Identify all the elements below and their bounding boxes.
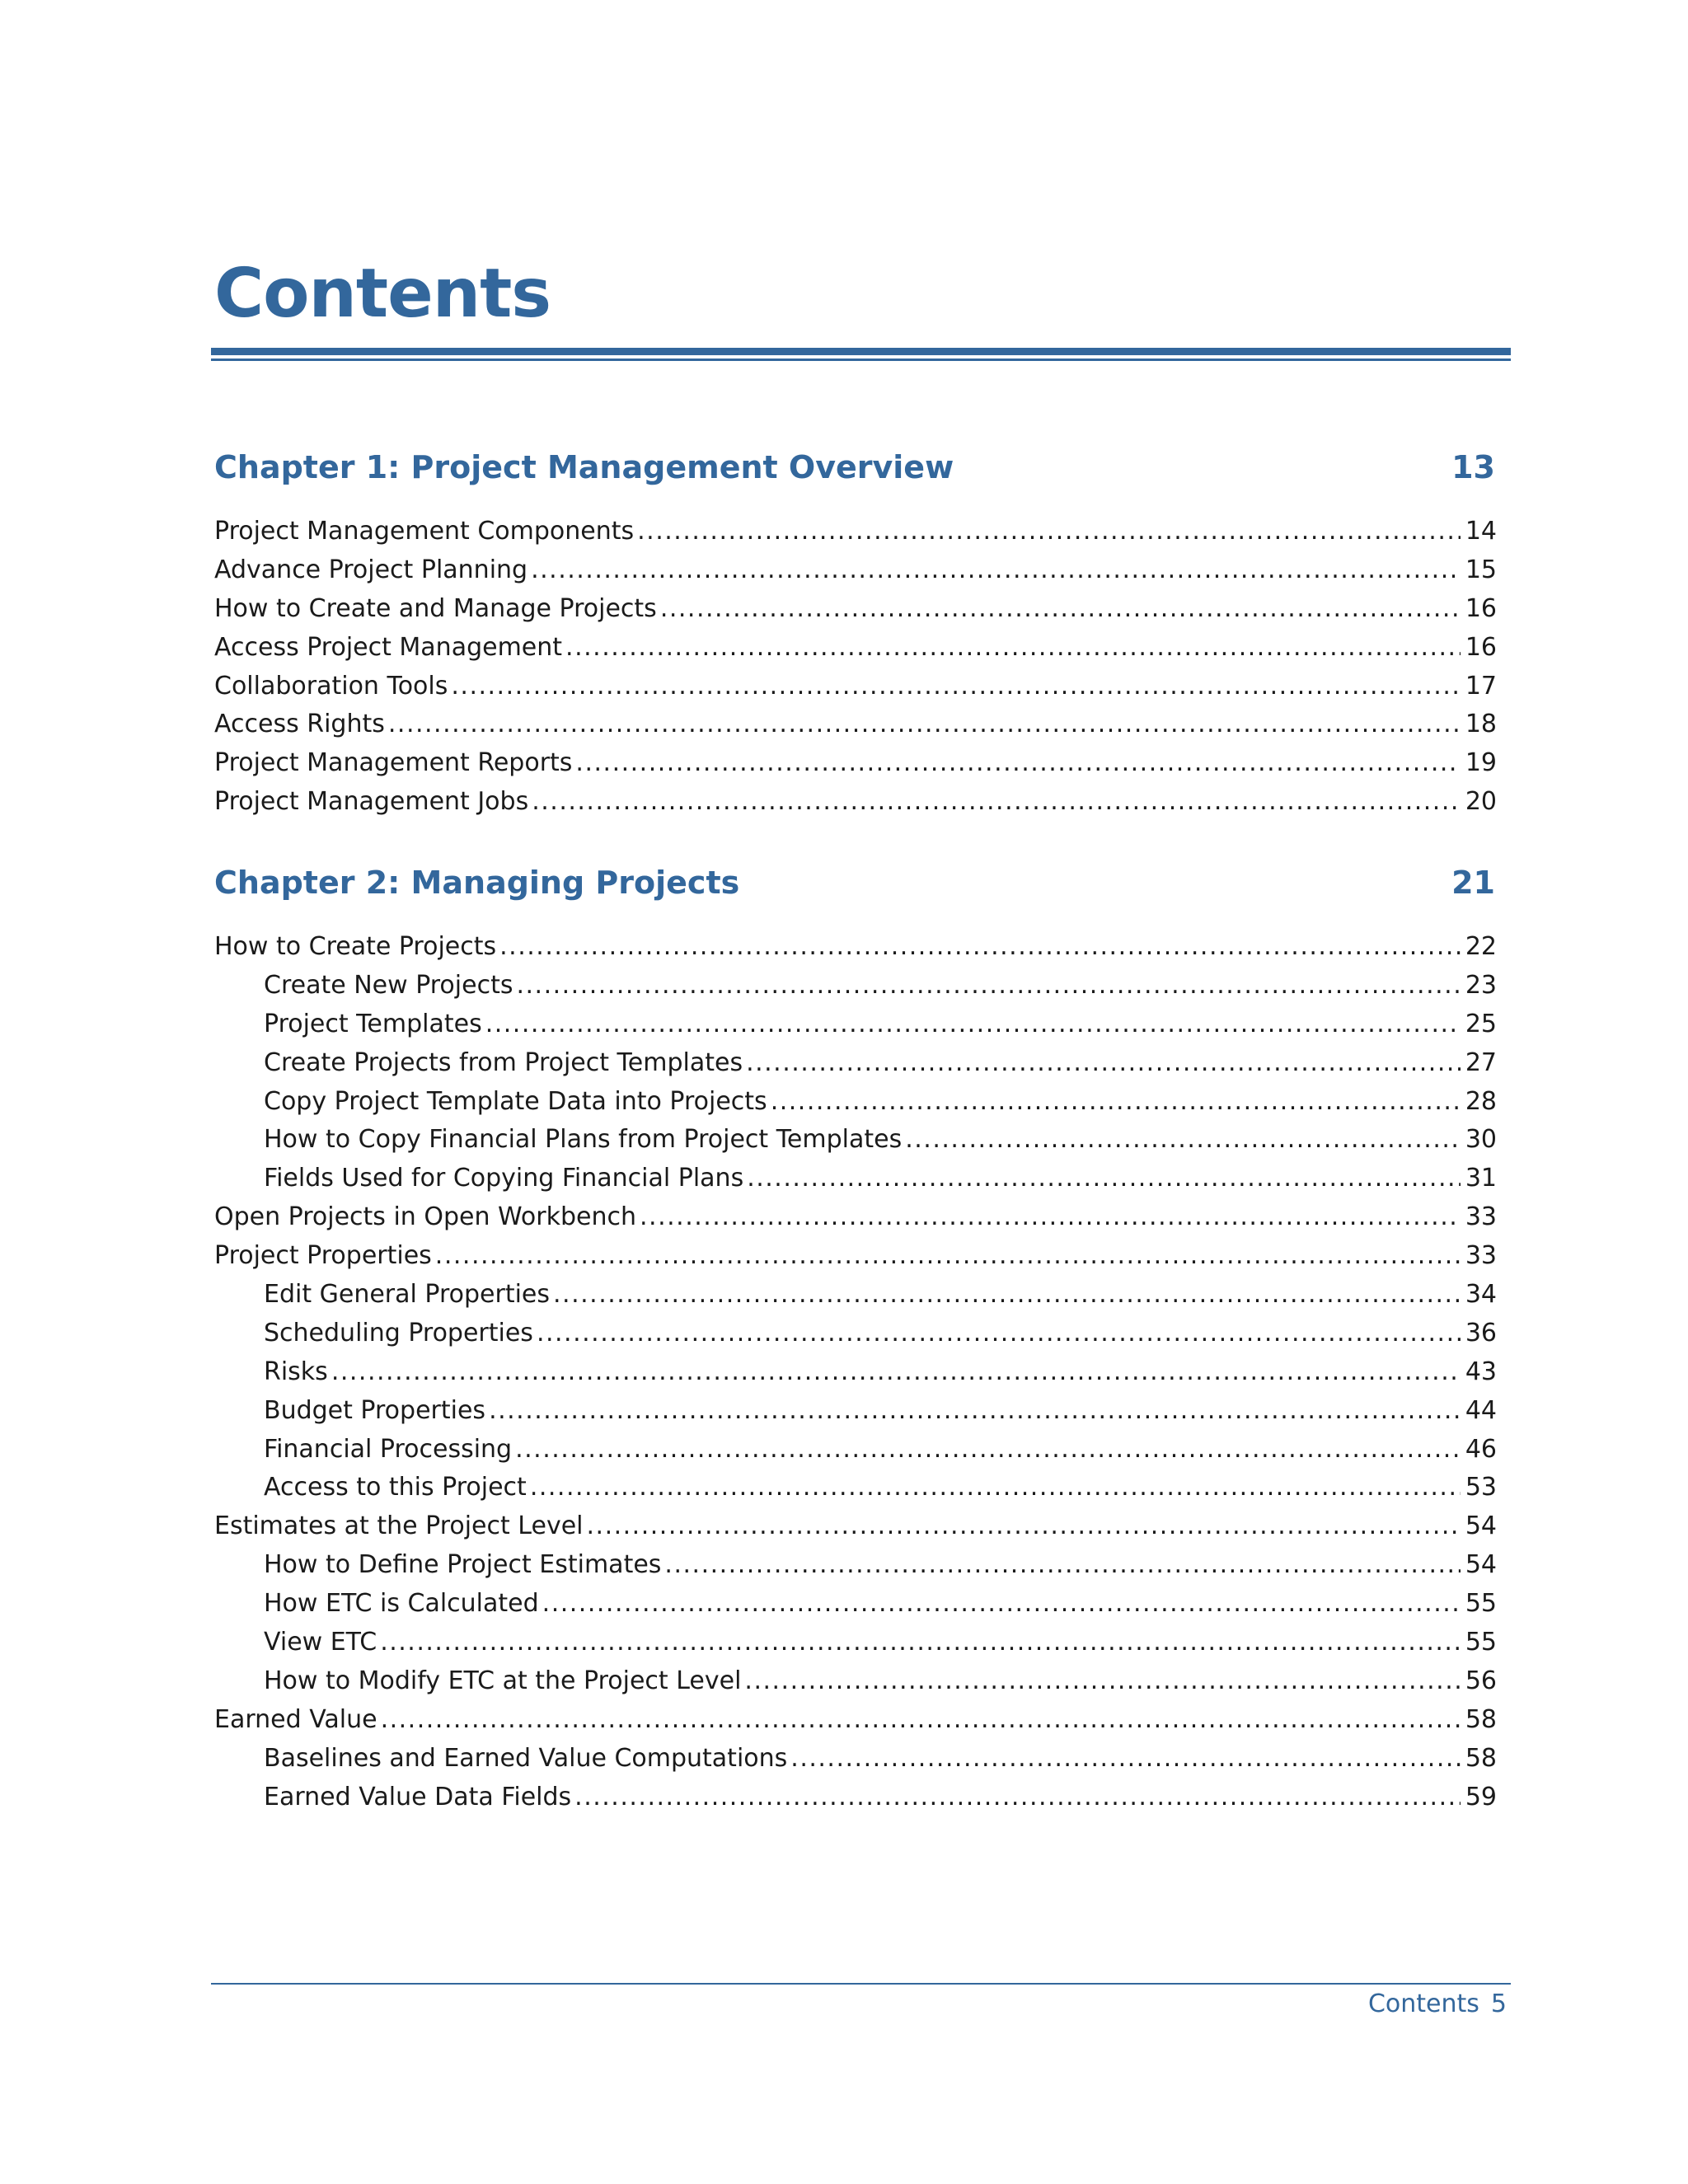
toc-entry[interactable] (214, 1546, 1497, 1585)
dot-leader (574, 1779, 1461, 1817)
dot-leader (516, 967, 1460, 1005)
toc-entry-page-number: 20 (1465, 787, 1497, 817)
toc-entry-page-number: 58 (1465, 1704, 1497, 1734)
toc-entry-label: Baselines and Earned Value Computations (264, 1743, 788, 1773)
toc-entry[interactable] (214, 1121, 1497, 1160)
toc-entry-label: View ETC (264, 1628, 377, 1657)
dot-leader (905, 1121, 1461, 1160)
dot-leader (664, 1546, 1460, 1585)
dot-leader (771, 1083, 1461, 1122)
toc-entry-label: Fields Used for Copying Financial Plans (264, 1164, 744, 1193)
toc-entry[interactable] (214, 1662, 1497, 1701)
toc-entry-label: Copy Project Template Data into Projects (264, 1086, 767, 1116)
toc-entry-page-number: 28 (1465, 1086, 1497, 1116)
toc-entry[interactable] (214, 668, 1497, 706)
toc-entry-page-number: 16 (1465, 632, 1497, 662)
toc-entry[interactable] (214, 1198, 1497, 1237)
dot-leader (747, 1160, 1461, 1198)
dot-leader (746, 1044, 1461, 1083)
toc-entry-page-number: 18 (1465, 710, 1497, 739)
toc-entry[interactable] (214, 1585, 1497, 1624)
toc-entry[interactable] (214, 783, 1497, 822)
toc-chapter-1 (214, 449, 1497, 822)
dot-leader (637, 513, 1461, 551)
toc-entry-label: Access to this Project (264, 1473, 527, 1502)
toc-entry[interactable] (214, 629, 1497, 668)
chapter-page-number: 21 (1451, 865, 1495, 901)
toc-entry[interactable] (214, 1392, 1497, 1431)
toc-entry-label: Project Management Reports (214, 748, 573, 778)
toc-entry-page-number: 55 (1465, 1628, 1497, 1657)
dot-leader (537, 1315, 1461, 1353)
dot-leader (381, 1701, 1461, 1740)
toc-entry-label: Open Projects in Open Workbench (214, 1202, 637, 1232)
toc-entry-label: How to Copy Financial Plans from Project Templates (264, 1125, 903, 1155)
toc-entry-label: Project Properties (214, 1241, 432, 1271)
dot-leader (640, 1198, 1461, 1237)
toc-entry[interactable] (214, 1507, 1497, 1546)
toc-entry-label: Create New Projects (264, 970, 513, 1000)
toc-entry-page-number: 53 (1465, 1473, 1497, 1502)
toc-entry[interactable] (214, 1779, 1497, 1817)
toc-entry-page-number: 36 (1465, 1318, 1497, 1347)
toc-entry-page-number: 33 (1465, 1202, 1497, 1232)
toc-entry-page-number: 19 (1465, 748, 1497, 778)
chapter-page-number: 13 (1451, 449, 1495, 485)
toc-entry[interactable] (214, 1160, 1497, 1198)
title-rule-thick (211, 348, 1511, 355)
chapter-title: Chapter 2: Managing Projects (214, 865, 740, 901)
toc-entry-page-number: 54 (1465, 1511, 1497, 1541)
dot-leader (790, 1740, 1461, 1779)
dot-leader (542, 1585, 1461, 1624)
dot-leader (435, 1237, 1461, 1276)
toc-entry[interactable] (214, 1005, 1497, 1044)
toc-chapter-2 (214, 867, 1497, 1816)
toc-entry-label: How to Create and Manage Projects (214, 593, 657, 623)
toc-entry-label: Access Project Management (214, 632, 563, 662)
chapter-title: Chapter 1: Project Management Overview (214, 449, 954, 485)
toc-entry[interactable] (214, 705, 1497, 744)
toc-entry[interactable] (214, 1237, 1497, 1276)
toc-entry-page-number: 58 (1465, 1743, 1497, 1773)
chapter-heading[interactable] (214, 449, 1497, 501)
dot-leader (451, 668, 1460, 706)
toc-entry-page-number: 59 (1465, 1782, 1497, 1811)
toc-entry[interactable] (214, 1044, 1497, 1083)
footer-rule (211, 1983, 1511, 1985)
dot-leader (744, 1662, 1460, 1701)
toc-entry[interactable] (214, 513, 1497, 551)
toc-entry-label: Earned Value (214, 1704, 377, 1734)
toc-entry-label: Project Templates (264, 1009, 482, 1038)
toc-entry-label: Create Projects from Project Templates (264, 1047, 743, 1077)
toc-entry-label: Budget Properties (264, 1395, 486, 1425)
toc-entry-label: Access Rights (214, 710, 385, 739)
toc-entry-label: Financial Processing (264, 1434, 513, 1464)
dot-leader (380, 1624, 1461, 1662)
toc-entry[interactable] (214, 928, 1497, 967)
toc-entry-page-number: 15 (1465, 555, 1497, 584)
toc-entry-page-number: 14 (1465, 517, 1497, 546)
dot-leader (489, 1392, 1461, 1431)
toc-entry-label: Edit General Properties (264, 1280, 551, 1310)
toc-entry-page-number: 33 (1465, 1241, 1497, 1271)
toc-entry-page-number: 55 (1465, 1589, 1497, 1619)
toc-entry-label: How ETC is Calculated (264, 1589, 539, 1619)
page-title: Contents (214, 255, 551, 333)
toc-entry[interactable] (214, 1276, 1497, 1315)
toc-entry-page-number: 43 (1465, 1357, 1497, 1386)
dot-leader (388, 705, 1461, 744)
toc-entry-label: Collaboration Tools (214, 671, 448, 701)
dot-leader (660, 590, 1461, 629)
dot-leader (575, 744, 1460, 783)
toc-entry-label: How to Create Projects (214, 932, 497, 961)
page-footer (1368, 1990, 1507, 2018)
footer-section-label: Contents (1367, 1990, 1479, 2018)
toc-entry[interactable] (214, 1353, 1497, 1392)
toc-entry-page-number: 16 (1465, 593, 1497, 623)
toc-entry-label: How to Define Project Estimates (264, 1550, 662, 1580)
toc-entry[interactable] (214, 1740, 1497, 1779)
dot-leader (515, 1431, 1461, 1469)
toc-entry[interactable] (214, 1701, 1497, 1740)
toc-entry-label: Estimates at the Project Level (214, 1511, 584, 1541)
dot-leader (530, 1469, 1461, 1507)
toc-entry-list (214, 928, 1497, 1816)
toc-entry-page-number: 27 (1465, 1047, 1497, 1077)
dot-leader (553, 1276, 1461, 1315)
dot-leader (499, 928, 1461, 967)
toc-entry-page-number: 46 (1465, 1434, 1497, 1464)
title-rule-thin (211, 359, 1511, 361)
toc-entry-page-number: 56 (1465, 1666, 1497, 1695)
toc-entry-page-number: 25 (1465, 1009, 1497, 1038)
toc-entry-page-number: 30 (1465, 1125, 1497, 1155)
toc-entry[interactable] (214, 967, 1497, 1005)
toc-entry[interactable] (214, 551, 1497, 590)
toc-entry-page-number: 17 (1465, 671, 1497, 701)
toc-entry-label: Project Management Jobs (214, 787, 529, 817)
toc-entry-label: Project Management Components (214, 517, 635, 546)
toc-entry[interactable] (214, 744, 1497, 783)
toc-entry-page-number: 44 (1465, 1395, 1497, 1425)
toc-entry[interactable] (214, 1431, 1497, 1469)
toc-entry-page-number: 23 (1465, 970, 1497, 1000)
dot-leader (331, 1353, 1461, 1392)
toc-entry-label: Risks (264, 1357, 328, 1386)
toc-entry-label: Advance Project Planning (214, 555, 528, 584)
toc-entry-page-number: 54 (1465, 1550, 1497, 1580)
toc-entry[interactable] (214, 590, 1497, 629)
toc-entry[interactable] (214, 1624, 1497, 1662)
dot-leader (485, 1005, 1461, 1044)
toc-entry-label: How to Modify ETC at the Project Level (264, 1666, 742, 1695)
toc-entry[interactable] (214, 1083, 1497, 1122)
dot-leader (532, 783, 1461, 822)
toc-entry-page-number: 31 (1465, 1164, 1497, 1193)
footer-page-number: 5 (1490, 1990, 1507, 2018)
toc-entry-label: Scheduling Properties (264, 1318, 533, 1347)
dot-leader (531, 551, 1461, 590)
toc-entry-list (214, 513, 1497, 822)
dot-leader (587, 1507, 1461, 1546)
toc-entry[interactable] (214, 1315, 1497, 1353)
dot-leader (565, 629, 1461, 668)
toc-entry-page-number: 22 (1465, 932, 1497, 961)
toc-entry[interactable] (214, 1469, 1497, 1507)
chapter-heading[interactable] (214, 867, 1497, 916)
toc-entry-label: Earned Value Data Fields (264, 1782, 572, 1811)
toc-entry-page-number: 34 (1465, 1280, 1497, 1310)
